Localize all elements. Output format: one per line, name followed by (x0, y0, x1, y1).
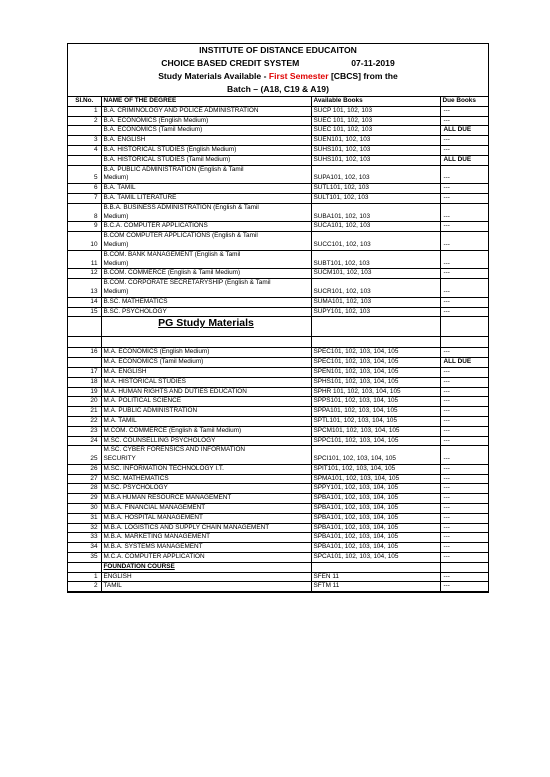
empty-cell (68, 562, 101, 572)
serial-number: 19 (68, 387, 101, 397)
table-row (68, 279, 488, 298)
due-books: --- (440, 297, 488, 307)
due-books: ALL DUE (440, 358, 488, 368)
due-books: --- (440, 165, 488, 184)
degree-name: B.A. ENGLISH (101, 136, 311, 146)
system-name: CHOICE BASED CREDIT SYSTEM (161, 58, 300, 68)
table-row (68, 464, 488, 474)
due-books: --- (440, 367, 488, 377)
due-books: --- (440, 279, 488, 298)
serial-number: 1 (68, 572, 101, 582)
available-books: SPPY101, 102, 103, 104, 105 (311, 484, 440, 494)
empty-cell (311, 317, 440, 337)
serial-number: 35 (68, 553, 101, 563)
table-row (68, 533, 488, 543)
serial-number: 34 (68, 543, 101, 553)
degree-name: B.A. TAMIL LITERATURE (101, 193, 311, 203)
degree-name: M.A. ENGLISH (101, 367, 311, 377)
available-books: SUPY101, 102, 103 (311, 307, 440, 317)
serial-number: 10 (68, 232, 101, 251)
due-books: --- (440, 269, 488, 279)
due-books: --- (440, 377, 488, 387)
serial-number: 12 (68, 269, 101, 279)
degree-name: M.C.A. COMPUTER APPLICATION (101, 553, 311, 563)
due-books: --- (440, 513, 488, 523)
available-books: SPMA101, 102, 103, 104, 105 (311, 474, 440, 484)
due-books: --- (440, 572, 488, 582)
due-books: --- (440, 416, 488, 426)
serial-number: 23 (68, 426, 101, 436)
degree-name: M.SC. PSYCHOLOGY (101, 484, 311, 494)
table-row (68, 126, 488, 136)
degree-name: B.COM. COMMERCE (English & Tamil Medium) (101, 269, 311, 279)
table-row (68, 416, 488, 426)
degree-name: M.COM. COMMERCE (English & Tamil Medium) (101, 426, 311, 436)
spacer-row (68, 337, 488, 348)
col-header-books: Available Books (311, 97, 440, 106)
table-row (68, 387, 488, 397)
serial-number: 15 (68, 307, 101, 317)
table-row (68, 504, 488, 514)
due-books: --- (440, 494, 488, 504)
due-books: --- (440, 193, 488, 203)
available-books: SUPA101, 102, 103 (311, 165, 440, 184)
available-books: SPBA101, 102, 103, 104, 105 (311, 513, 440, 523)
serial-number: 24 (68, 436, 101, 446)
due-books: --- (440, 543, 488, 553)
serial-number: 22 (68, 416, 101, 426)
due-books: ALL DUE (440, 155, 488, 165)
degree-name-line-2: Medium) (103, 240, 129, 248)
available-books: SUCA101, 102, 103 (311, 222, 440, 232)
available-books: SUEC 101, 102, 103 (311, 126, 440, 136)
table-row (68, 348, 488, 358)
table-row (68, 572, 488, 582)
available-books: SPPS101, 102, 103, 104, 105 (311, 397, 440, 407)
serial-number: 6 (68, 184, 101, 194)
table-row (68, 474, 488, 484)
empty-cell (440, 562, 488, 572)
degree-name: M.B.A. SYSTEMS MANAGEMENT (101, 543, 311, 553)
degree-name: M.A. TAMIL (101, 416, 311, 426)
degree-name (101, 250, 311, 269)
header-line-2 (68, 57, 488, 70)
table-row (68, 297, 488, 307)
degree-name-line-1: B.COM COMPUTER APPLICATIONS (English & Tamil (103, 232, 258, 240)
serial-number: 11 (68, 250, 101, 269)
available-books: SPCI101, 102, 103, 104, 105 (311, 446, 440, 465)
due-books: --- (440, 553, 488, 563)
document-header (68, 44, 488, 97)
degree-name-line-1: B.B.A. BUSINESS ADMINISTRATION (English & Tamil (103, 203, 259, 211)
degree-name-line-2: Medium) (103, 287, 129, 295)
serial-number: 9 (68, 222, 101, 232)
due-books: --- (440, 464, 488, 474)
available-books: SUCM101, 102, 103 (311, 269, 440, 279)
degree-name (101, 203, 311, 222)
serial-number: 21 (68, 407, 101, 417)
empty-cell (440, 317, 488, 337)
available-books: SUEN101, 102, 103 (311, 136, 440, 146)
due-books: --- (440, 504, 488, 514)
serial-number (68, 155, 101, 165)
degree-name-line-2: SECURITY (103, 455, 136, 463)
table-row (68, 106, 488, 116)
col-header-slno: Sl.No. (68, 97, 101, 106)
serial-number (68, 126, 101, 136)
table-row (68, 269, 488, 279)
table-row (68, 513, 488, 523)
table-row (68, 523, 488, 533)
foundation-section-row (68, 562, 488, 572)
degree-name: M.SC. MATHEMATICS (101, 474, 311, 484)
degree-name: M.A. ECONOMICS (Tamil Medium) (101, 358, 311, 368)
available-books: SPEC101, 102, 103, 104, 105 (311, 348, 440, 358)
due-books: --- (440, 232, 488, 251)
due-books: ALL DUE (440, 126, 488, 136)
due-books: --- (440, 436, 488, 446)
degree-name-line-1: M.SC. CYBER FORENSICS AND INFORMATION (103, 446, 246, 454)
degree-name: M.A. PUBLIC ADMINISTRATION (101, 407, 311, 417)
due-books: --- (440, 222, 488, 232)
table-row (68, 165, 488, 184)
table-row (68, 145, 488, 155)
table-row (68, 582, 488, 592)
due-books: --- (440, 136, 488, 146)
table-row (68, 203, 488, 222)
line3-suffix: [CBCS] from the (328, 71, 398, 81)
available-books: SFTM 11 (311, 582, 440, 592)
header-line-3 (68, 70, 488, 83)
serial-number: 27 (68, 474, 101, 484)
degree-name: M.B.A. HOSPITAL MANAGEMENT (101, 513, 311, 523)
degree-name-line-2: Medium) (103, 174, 129, 182)
materials-table (68, 97, 488, 592)
serial-number: 26 (68, 464, 101, 474)
due-books: --- (440, 348, 488, 358)
institute-title: INSTITUTE OF DISTANCE EDUCAITON (199, 45, 357, 55)
serial-number: 7 (68, 193, 101, 203)
due-books: --- (440, 426, 488, 436)
table-row (68, 494, 488, 504)
due-books: --- (440, 250, 488, 269)
degree-name (101, 446, 311, 465)
serial-number: 18 (68, 377, 101, 387)
table-row (68, 222, 488, 232)
degree-name: B.A. HISTORICAL STUDIES (English Medium) (101, 145, 311, 155)
available-books: SPEC101, 102, 103, 104, 105 (311, 358, 440, 368)
available-books: SPHR 101, 102, 103, 104, 105 (311, 387, 440, 397)
degree-name-line-1: B.COM. CORPORATE SECRETARYSHIP (English & Tamil (103, 279, 271, 287)
table-row (68, 155, 488, 165)
table-row (68, 232, 488, 251)
available-books: SUBA101, 102, 103 (311, 203, 440, 222)
due-books: --- (440, 116, 488, 126)
table-row (68, 553, 488, 563)
line3-prefix: Study Materials Available - (158, 71, 269, 81)
serial-number: 28 (68, 484, 101, 494)
study-materials-sheet (67, 43, 489, 593)
degree-name-line-2: Medium) (103, 259, 129, 267)
due-books: --- (440, 407, 488, 417)
degree-name: B.A. ECONOMICS (Tamil Medium) (101, 126, 311, 136)
serial-number: 25 (68, 446, 101, 465)
available-books: SPHS101, 102, 103, 104, 105 (311, 377, 440, 387)
serial-number: 33 (68, 533, 101, 543)
available-books: SPPA101, 102, 103, 104, 105 (311, 407, 440, 417)
degree-name (101, 232, 311, 251)
available-books: SUTL101, 102, 103 (311, 184, 440, 194)
degree-name: M.A. HISTORICAL STUDIES (101, 377, 311, 387)
due-books: --- (440, 523, 488, 533)
available-books: SPIT101, 102, 103, 104, 105 (311, 464, 440, 474)
degree-name: M.B.A. LOGISTICS AND SUPPLY CHAIN MANAGEMENT (101, 523, 311, 533)
serial-number: 8 (68, 203, 101, 222)
serial-number: 3 (68, 136, 101, 146)
due-books: --- (440, 533, 488, 543)
table-row (68, 407, 488, 417)
serial-number: 5 (68, 165, 101, 184)
table-row (68, 358, 488, 368)
available-books: SUCR101, 102, 103 (311, 279, 440, 298)
degree-name: B.A. ECONOMICS (English Medium) (101, 116, 311, 126)
due-books: --- (440, 203, 488, 222)
due-books: --- (440, 484, 488, 494)
degree-name: B.C.A. COMPUTER APPLICATIONS (101, 222, 311, 232)
available-books: SULT101, 102, 103 (311, 193, 440, 203)
degree-name: M.B.A. MARKETING MANAGEMENT (101, 533, 311, 543)
serial-number: 13 (68, 279, 101, 298)
available-books: SPBA101, 102, 103, 104, 105 (311, 494, 440, 504)
degree-name: M.B.A HUMAN RESOURCE MANAGEMENT (101, 494, 311, 504)
serial-number: 16 (68, 348, 101, 358)
available-books: SPBA101, 102, 103, 104, 105 (311, 523, 440, 533)
available-books: SUCC101, 102, 103 (311, 232, 440, 251)
foundation-section-title: FOUNDATION COURSE (101, 562, 311, 572)
available-books: SPBA101, 102, 103, 104, 105 (311, 533, 440, 543)
due-books: --- (440, 446, 488, 465)
due-books: --- (440, 474, 488, 484)
available-books: SPCA101, 102, 103, 104, 105 (311, 553, 440, 563)
table-row (68, 250, 488, 269)
empty-cell (440, 337, 488, 348)
degree-name (101, 165, 311, 184)
available-books: SPBA101, 102, 103, 104, 105 (311, 504, 440, 514)
degree-name-line-2: Medium) (103, 212, 129, 220)
serial-number: 2 (68, 116, 101, 126)
available-books: SUHS101, 102, 103 (311, 145, 440, 155)
serial-number: 32 (68, 523, 101, 533)
table-row (68, 307, 488, 317)
degree-name: B.SC. PSYCHOLOGY (101, 307, 311, 317)
table-row (68, 377, 488, 387)
available-books: SUMA101, 102, 103 (311, 297, 440, 307)
degree-name: M.A. HUMAN RIGHTS AND DUTIES EDUCATION (101, 387, 311, 397)
available-books: SPBA101, 102, 103, 104, 105 (311, 543, 440, 553)
serial-number: 4 (68, 145, 101, 155)
degree-name-line-1: B.A. PUBLIC ADMINISTRATION (English & Tamil (103, 165, 244, 173)
due-books: --- (440, 397, 488, 407)
document-date: 07-11-2019 (351, 58, 395, 68)
due-books: --- (440, 387, 488, 397)
serial-number: 14 (68, 297, 101, 307)
due-books: --- (440, 106, 488, 116)
empty-cell (101, 337, 311, 348)
available-books: SUBT101, 102, 103 (311, 250, 440, 269)
table-row (68, 426, 488, 436)
serial-number: 2 (68, 582, 101, 592)
serial-number: 17 (68, 367, 101, 377)
serial-number: 20 (68, 397, 101, 407)
empty-cell (68, 337, 101, 348)
degree-name: B.SC. MATHEMATICS (101, 297, 311, 307)
degree-name: B.A. HISTORICAL STUDIES (Tamil Medium) (101, 155, 311, 165)
degree-name: M.SC. COUNSELLING PSYCHOLOGY (101, 436, 311, 446)
semester-highlight: First Semester (268, 71, 329, 81)
degree-name: M.B.A. FINANCIAL MANAGEMENT (101, 504, 311, 514)
col-header-due: Due Books (440, 97, 488, 106)
pg-title-cell (101, 317, 311, 337)
table-row (68, 446, 488, 465)
col-header-degree: NAME OF THE DEGREE (101, 97, 311, 106)
degree-name: ENGLISH (101, 572, 311, 582)
due-books: --- (440, 184, 488, 194)
degree-name: B.A. TAMIL (101, 184, 311, 194)
serial-number: 1 (68, 106, 101, 116)
available-books: SPCM101, 102, 103, 104, 105 (311, 426, 440, 436)
available-books: SPEN101, 102, 103, 104, 105 (311, 367, 440, 377)
empty-cell (68, 317, 101, 337)
pg-section-title: PG Study Materials (158, 317, 254, 330)
table-row (68, 184, 488, 194)
table-row (68, 436, 488, 446)
empty-cell (311, 337, 440, 348)
due-books: --- (440, 145, 488, 155)
serial-number: 30 (68, 504, 101, 514)
table-row (68, 367, 488, 377)
due-books: --- (440, 582, 488, 592)
table-body (68, 106, 488, 591)
batch-line: Batch – (A18, C19 & A19) (227, 84, 329, 94)
table-row (68, 136, 488, 146)
degree-name: M.SC. INFORMATION TECHNOLOGY I.T. (101, 464, 311, 474)
serial-number: 29 (68, 494, 101, 504)
table-row (68, 484, 488, 494)
available-books: SFEN 11 (311, 572, 440, 582)
degree-name: TAMIL (101, 582, 311, 592)
available-books: SPPC101, 102, 103, 104, 105 (311, 436, 440, 446)
table-row (68, 397, 488, 407)
due-books: --- (440, 307, 488, 317)
available-books: SPTL101, 102, 103, 104, 105 (311, 416, 440, 426)
table-header-row (68, 97, 488, 106)
available-books: SUEC 101, 102, 103 (311, 116, 440, 126)
table-row (68, 543, 488, 553)
available-books: SUHS101, 102, 103 (311, 155, 440, 165)
degree-name: B.A. CRIMINOLOGY AND POLICE ADMINISTRATION (101, 106, 311, 116)
table-row (68, 116, 488, 126)
serial-number: 31 (68, 513, 101, 523)
pg-section-row (68, 317, 488, 337)
table-row (68, 193, 488, 203)
degree-name: M.A. ECONOMICS (English Medium) (101, 348, 311, 358)
degree-name: M.A. POLITICAL SCIENCE (101, 397, 311, 407)
degree-name (101, 279, 311, 298)
empty-cell (311, 562, 440, 572)
available-books: SUCP 101, 102, 103 (311, 106, 440, 116)
serial-number (68, 358, 101, 368)
degree-name-line-1: B.COM. BANK MANAGEMENT (English & Tamil (103, 250, 241, 258)
